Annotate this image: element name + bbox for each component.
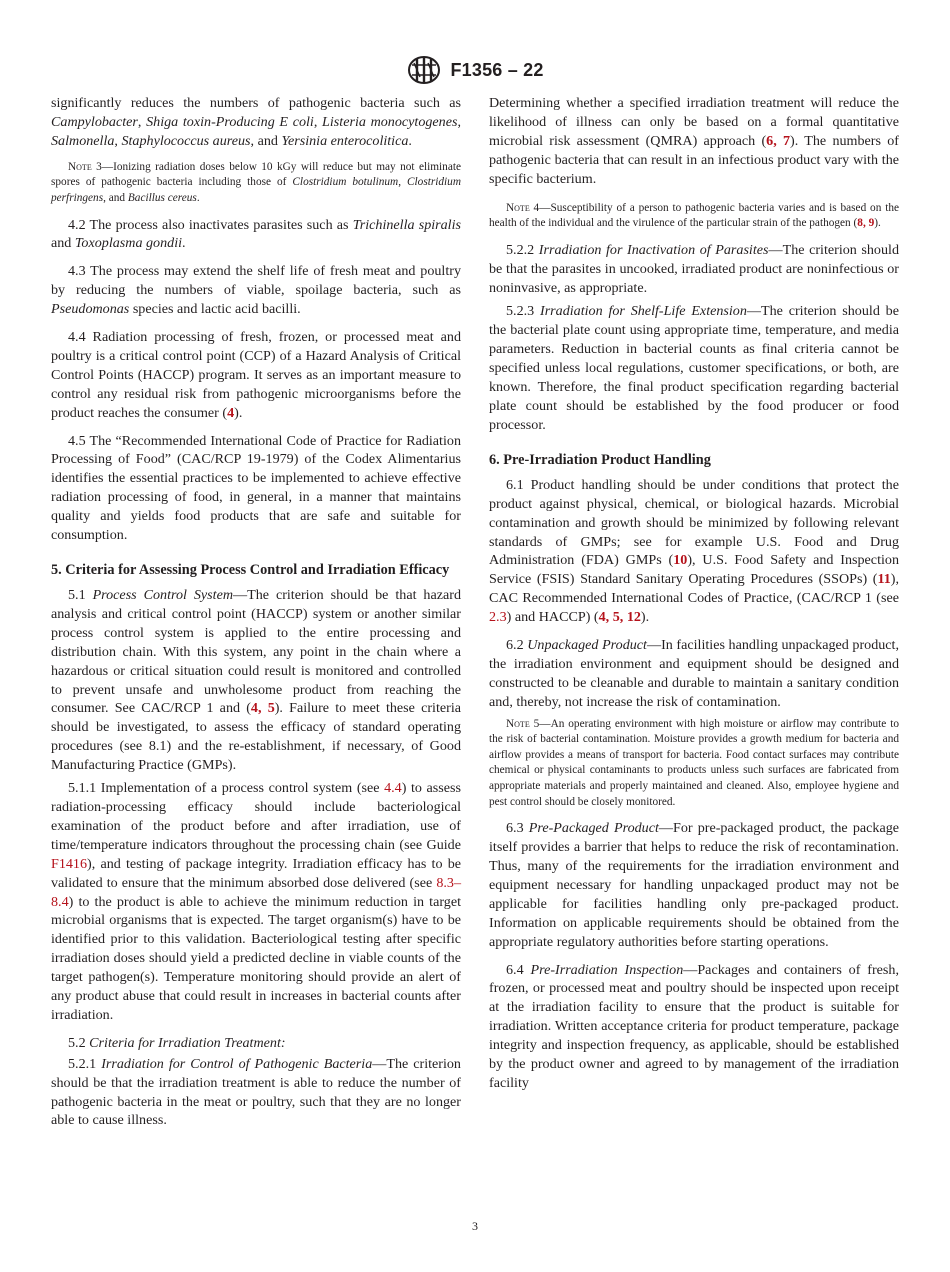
paragraph-5-1: 5.1 Process Control System—The criterion should be that hazard analysis and critical control point (HACCP) system or another similar process control system is applied to the entire processing and distribution chain. With this system, any point in the chain where a hazardous or critical situation could result is monitored and controlled to prevent unsafe and unwholesome product from reaching the consumer. See CAC/RCP 1 and (4, 5). Failure to meet these criteria should be investigated, to assess the efficacy of standard operating procedures (see 8.1) and the re-establishment, if necessary, of Good Manufacturing Practice (GMPs). (51, 587, 462, 774)
paragraph-5-2: 5.2 Criteria for Irradiation Treatment: (68, 1034, 286, 1051)
astm-logo-icon (406, 55, 442, 85)
section-link[interactable]: 4.4 (384, 780, 402, 797)
standard-link[interactable]: F1416 (51, 855, 88, 872)
reference-link[interactable]: 8 (857, 217, 863, 230)
reference-link[interactable]: 5 (267, 700, 275, 717)
page-number: 3 (472, 1219, 478, 1233)
section-5-heading: 5. Criteria for Assessing Process Control and Irradiation Efficacy (51, 562, 450, 578)
right-column (489, 94, 899, 1093)
reference-link[interactable]: 5 (612, 609, 620, 626)
reference-link[interactable]: 4 (250, 700, 258, 717)
paragraph-5-2-1-continued: Determining whether a specified irradiation treatment will reduce the likelihood of illness can only be based on a formal quantitative microbial risk assessment (QMRA) approach (6, 7). The numbers of pathogenic bacteria that can result in an infectious product vary with the specific bacterium. (489, 95, 899, 187)
paragraph-4-4: 4.4 Radiation processing of fresh, frozen, or processed meat and poultry is a critical control point (CCP) of a Hazard Analysis of Critical Control Points (HACCP) program. It serves as an important measure to control any residual risk from pathogenic microorganisms before the product reaches the consumer (4). (51, 329, 461, 421)
paragraph-4-5: 4.5 The “Recommended International Code of Practice for Radiation Processing of Food” (CAC/RCP 19-1979) of the Codex Alimentarius identifies the essential practices to be implemented to achieve effective radiation processing of food, in general, in a manner that maintains quality and yields food products that are safe and suitable for consumption. (51, 432, 461, 544)
paragraph-6-1: 6.1 Product handling should be under conditions that protect the product against physical, chemical, or biological hazards. Microbial contamination and growth should be minimized by following relevant standards of GMPs; see for example U.S. Food and Drug Administration (FDA) GMPs (10), U.S. Food Safety and Inspection Service (FSIS) Standard Sanitary Operating Procedures (SSOPs) (11), CAC Recommended International Codes of Practice, (CAC/RCP 1 (see 2.3) and HACCP) (4, 5, 12). (489, 476, 899, 626)
reference-link[interactable]: 10 (673, 552, 688, 569)
section-link[interactable]: 8.3–8.4 (51, 874, 461, 910)
paragraph-5-2-1: 5.2.1 Irradiation for Control of Pathogenic Bacteria—The criterion should be that the irradiation treatment is able to reduce the number of pathogenic bacteria in the meat or poultry, such that they are no longer able to cause illness. (51, 1055, 461, 1129)
reference-link[interactable]: 9 (868, 217, 875, 230)
paragraph-4-1-continued: significantly reduces the numbers of pathogenic bacteria such as Campylobacter, Shiga toxin-Producing E coli, Listeria monocytogenes, Salmonella, Staphylococcus aureus, and Yersinia enterocolitica. (51, 95, 461, 149)
reference-link[interactable]: 6 (766, 132, 774, 149)
page-header (0, 55, 950, 85)
paragraph-5-1-1: 5.1.1 Implementation of a process control system (see 4.4) to assess radiation-processing efficacy should include bacteriological examination of the product before and after irradiation, use of time/temperature indicators throughout the processing chain (see Guide F1416), and testing of package integrity. Irradiation efficacy has to be validated to ensure that the minimum absorbed dose delivered (see 8.3–8.4) to the product is able to achieve the minimum reduction in target microbial organisms that is expected. The target organism(s) have to be identified prior to this validation. Bacteriological testing after specific irradiation doses should yield a predicted decline in viable counts of the target pathogen(s). Temperature monitoring should provide an alert of any product abuse that could result in increases in bacterial counts after irradiation. (51, 780, 462, 1023)
reference-link[interactable]: 4 (598, 609, 606, 626)
paragraph-6-2: 6.2 Unpackaged Product—In facilities handling unpackaged product, the irradiation environment and equipment should be designed and constructed to be cleanable and durable to maintain a sanitary condition and, thereby, not increase the risk of contamination. (489, 637, 899, 710)
paragraph-6-3: 6.3 Pre-Packaged Product—For pre-packaged product, the package itself provides a barrier that helps to reduce the risk of recontamination. Thus, many of the requirements for the irradiation environment and equipment necessary for handling unpackaged product may not be applicable for facilities handling only pre-packaged product. Information on applicable requirements should be obtained from the appropriate regulatory authorities before starting operations. (489, 820, 900, 950)
left-column (51, 94, 461, 1130)
paragraph-4-3: 4.3 The process may extend the shelf life of fresh meat and poultry by reducing the numbers of viable, spoilage bacteria, such as Pseudomonas species and lactic acid bacilli. (51, 263, 461, 318)
reference-link[interactable]: 12 (626, 609, 641, 626)
note-3: Note 3—Ionizing radiation doses below 10 kGy will reduce but may not eliminate spores of pathogenic bacteria including those of Clostridium botulinum, Clostridium perfringens, and Bacillus cereus. (51, 160, 461, 204)
reference-link[interactable]: 4 (227, 404, 235, 421)
paragraph-5-2-3: 5.2.3 Irradiation for Shelf-Life Extension—The criterion should be the bacterial plate count using appropriate time, temperature, and media parameters. Reduction in bacterial counts as final criteria cannot be specified unless local regulations, customer specifications, or both, are known. Therefore, the final product specification regarding bacterial plate count should be established by the food producer or food processor. (489, 303, 899, 433)
note-5: Note 5—An operating environment with high moisture or airflow may contribute to the risk of bacterial contamination. Moisture provides a growth medium for bacteria and airflow provides a means of transport for bacteria. Food contact surfaces may contribute chemical or physical contaminants to products unless such surfaces are fabricated from appropriate materials and properly maintained and cleaned. Also, employee hygiene and pest control should be closely monitored. (489, 717, 899, 808)
note-4: Note 4—Susceptibility of a person to pathogenic bacteria varies and is based on the health of the individual and the virulence of the particular strain of the pathogen (8, 9). (489, 201, 899, 230)
document-designation: F1356 – 22 (450, 59, 544, 80)
paragraph-6-4: 6.4 Pre-Irradiation Inspection—Packages and containers of fresh, frozen, or processed meat and poultry should be inspected upon receipt at the irradiation facility to ensure that the product is suitable for irradiation. Written acceptance criteria for product temperature, package integrity and inspection frequency, as applicable, should be established by the product owner and agreed to by management of the irradiation facility (489, 961, 899, 1091)
section-link[interactable]: 2.3 (489, 609, 507, 626)
reference-link[interactable]: 11 (877, 571, 891, 588)
paragraph-4-2: 4.2 The process also inactivates parasites such as Trichinella spiralis and Toxoplasma gondii. (51, 216, 462, 252)
reference-link[interactable]: 7 (782, 132, 791, 149)
paragraph-5-2-2: 5.2.2 Irradiation for Inactivation of Parasites—The criterion should be that the parasites in uncooked, irradiated product are noninfectious or noninvasive, as appropriate. (489, 241, 899, 296)
section-6-heading: 6. Pre-Irradiation Product Handling (489, 451, 711, 468)
